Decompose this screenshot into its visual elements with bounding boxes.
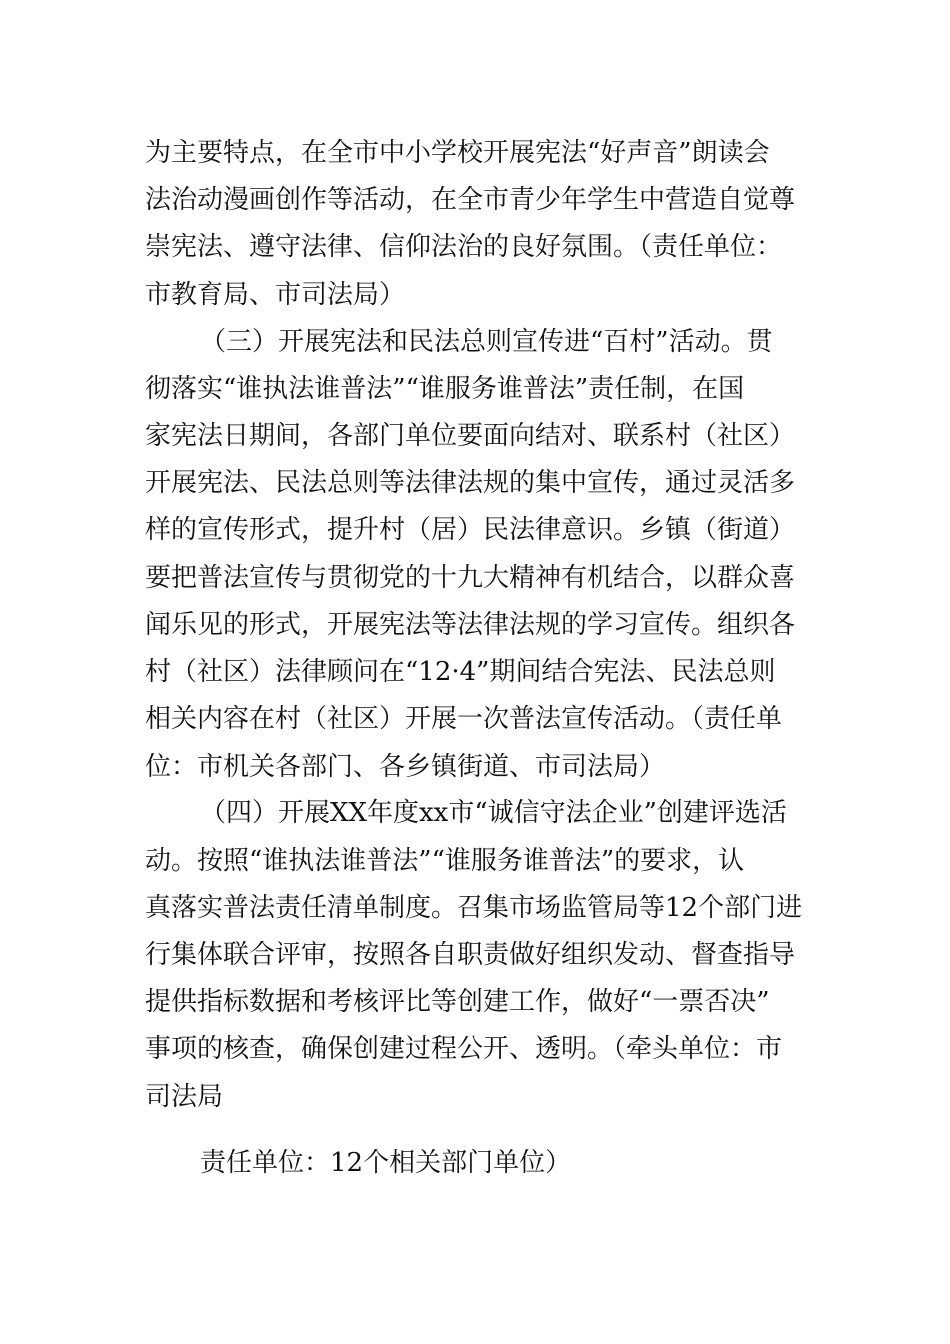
text-line: 开展宪法、民法总则等法律法规的集中宣传，通过灵活多 xyxy=(145,468,796,498)
text-line: 闻乐见的形式，开展宪法等法律法规的学习宣传。组织各 xyxy=(145,610,796,640)
text-line: 司法局 xyxy=(145,1082,224,1112)
text-line: 位：市机关各部门、各乡镇街道、市司法局） xyxy=(145,752,666,782)
section-heading-3: （三）开展宪法和民法总则宣传进“百村”活动。贯 xyxy=(200,327,773,357)
text-line: 样的宣传形式，提升村（居）民法律意识。乡镇（街道） xyxy=(145,515,796,545)
text-line: 崇宪法、遵守法律、信仰法治的良好氛围。（责任单位： xyxy=(145,232,783,262)
text-line: 动。按照“谁执法谁普法”“谁服务谁普法”的要求，认 xyxy=(145,846,745,876)
text-line: 事项的核查，确保创建过程公开、透明。（牵头单位：市 xyxy=(145,1034,783,1064)
text-line: 为主要特点，在全市中小学校开展宪法“好声音”朗读会 xyxy=(145,138,770,168)
text-line: 行集体联合评审，按照各自职责做好组织发动、督查指导 xyxy=(145,940,796,970)
text-line: 法治动漫画创作等活动，在全市青少年学生中营造自觉尊 xyxy=(145,185,796,215)
text-line: 相关内容在村（社区）开展一次普法宣传活动。（责任单 xyxy=(145,704,783,734)
section-heading-4: （四）开展XX年度xx市“诚信守法企业”创建评选活 xyxy=(200,798,787,828)
text-line: 村（社区）法律顾问在“12·4”期间结合宪法、民法总则 xyxy=(145,657,776,687)
text-line: 彻落实“谁执法谁普法”“谁服务谁普法”责任制，在国 xyxy=(145,374,745,404)
text-line: 要把普法宣传与贯彻党的十九大精神有机结合，以群众喜 xyxy=(145,563,796,593)
responsible-units-line: 责任单位：12个相关部门单位） xyxy=(200,1148,572,1178)
text-line: 市教育局、市司法局） xyxy=(145,280,406,310)
text-line: 提供指标数据和考核评比等创建工作，做好“一票否决” xyxy=(145,987,770,1017)
text-line: 家宪法日期间，各部门单位要面向结对、联系村（社区） xyxy=(145,421,796,451)
text-line: 真落实普法责任清单制度。召集市场监管局等12个部门进 xyxy=(145,893,803,923)
